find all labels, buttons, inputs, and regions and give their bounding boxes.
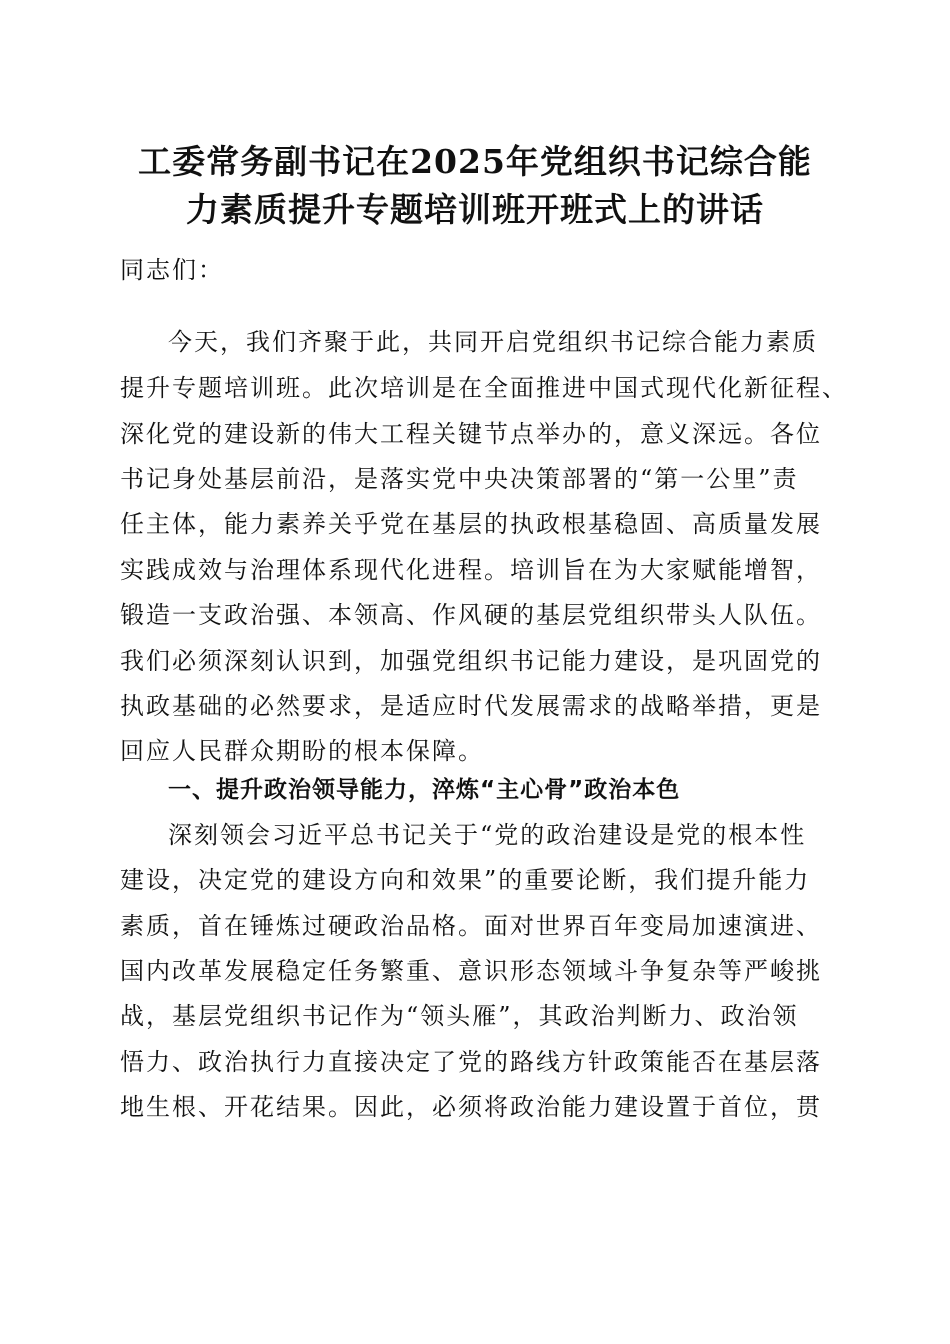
paragraph-line-text: 我们必须深刻认识到，加强党组织书记能力建设，是巩固党的 xyxy=(120,647,822,675)
title-line-1: 工委常务副书记在2025年党组织书记综合能 xyxy=(138,142,812,181)
paragraph-line xyxy=(0,591,950,639)
paragraph-line-text: 国内改革发展稳定任务繁重、意识形态领域斗争复杂等严峻挑 xyxy=(120,957,822,985)
paragraph-line-text: 提升专题培训班。此次培训是在全面推进中国式现代化新征程、 xyxy=(120,374,848,402)
paragraph-line xyxy=(0,992,950,1040)
paragraph-line xyxy=(0,902,950,950)
title-line-2: 力素质提升专题培训班开班式上的讲话 xyxy=(186,190,764,229)
salutation-text: 同志们： xyxy=(120,256,224,284)
paragraph-line xyxy=(0,410,950,458)
paragraph-line-text: 回应人民群众期盼的根本保障。 xyxy=(120,737,484,765)
paragraph-line-text: 锻造一支政治强、本领高、作风硬的基层党组织带头人队伍。 xyxy=(120,601,822,629)
paragraph-line-text: 建设，决定党的建设方向和效果”的重要论断，我们提升能力 xyxy=(120,866,811,894)
paragraph-line-text: 战，基层党组织书记作为“领头雁”，其政治判断力、政治领 xyxy=(120,1002,799,1030)
section-heading-text: 一、提升政治领导能力，淬炼“主心骨”政治本色 xyxy=(168,777,681,803)
paragraph-line xyxy=(0,1038,950,1086)
paragraph-line-text: 素质，首在锤炼过硬政治品格。面对世界百年变局加速演进、 xyxy=(120,912,822,940)
paragraph-line xyxy=(0,637,950,685)
paragraph-line-text: 书记身处基层前沿，是落实党中央决策部署的“第一公里”责 xyxy=(120,465,799,493)
salutation xyxy=(0,246,950,294)
paragraph-line xyxy=(0,811,950,859)
paragraph-line xyxy=(0,500,950,548)
paragraph-line xyxy=(0,546,950,594)
paragraph-line xyxy=(0,318,950,366)
paragraph-line-text: 深化党的建设新的伟大工程关键节点举办的，意义深远。各位 xyxy=(120,420,822,448)
paragraph-line-text: 悟力、政治执行力直接决定了党的路线方针政策能否在基层落 xyxy=(120,1048,822,1076)
document-title xyxy=(120,138,830,234)
paragraph-line-text: 深刻领会习近平总书记关于“党的政治建设是党的根本性 xyxy=(168,821,807,849)
paragraph-line-text: 实践成效与治理体系现代化进程。培训旨在为大家赋能增智， xyxy=(120,556,822,584)
paragraph-line-text: 任主体，能力素养关乎党在基层的执政根基稳固、高质量发展 xyxy=(120,510,822,538)
paragraph-line xyxy=(0,947,950,995)
paragraph-line xyxy=(0,856,950,904)
paragraph-line-text: 执政基础的必然要求，是适应时代发展需求的战略举措，更是 xyxy=(120,692,822,720)
paragraph-line xyxy=(0,1083,950,1131)
paragraph-line-text: 地生根、开花结果。因此，必须将政治能力建设置于首位，贯 xyxy=(120,1093,822,1121)
section-heading xyxy=(0,766,950,814)
paragraph-line xyxy=(0,455,950,503)
paragraph-line xyxy=(0,364,950,412)
paragraph-line-text: 今天，我们齐聚于此，共同开启党组织书记综合能力素质 xyxy=(168,328,818,356)
paragraph-line xyxy=(0,682,950,730)
